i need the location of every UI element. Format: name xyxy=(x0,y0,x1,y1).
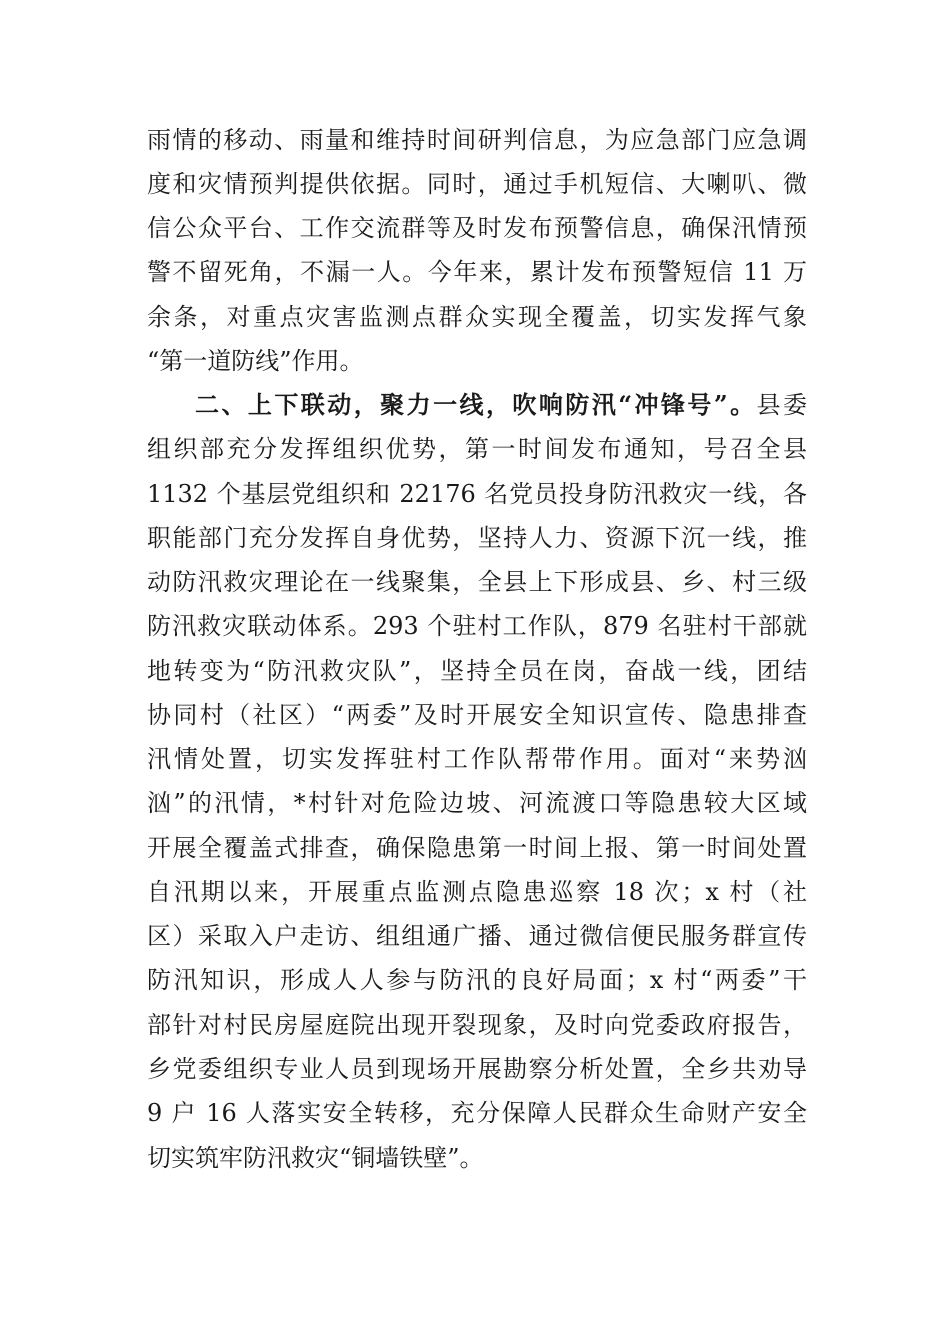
paragraph-2-line-15: 部针对村民房屋庭院出现开裂现象，及时向党委政府报告， xyxy=(147,1011,807,1039)
paragraph-2-line-2: 组织部充分发挥组织优势，第一时间发布通知，号召全县 xyxy=(147,435,807,463)
section-heading-continuation: 县委 xyxy=(756,391,807,419)
paragraph-2-line-9: 汛情处置，切实发挥驻村工作队帮带作用。面对“来势汹 xyxy=(147,745,807,773)
paragraph-2-line-3: 1132 个基层党组织和 22176 名党员投身防汛救灾一线，各 xyxy=(147,480,807,508)
paragraph-2-line-7: 地转变为“防汛救灾队”，坚持全员在岗，奋战一线，团结 xyxy=(147,657,807,685)
paragraph-2-line-14: 防汛知识，形成人人参与防汛的良好局面；x 村“两委”干 xyxy=(147,966,807,994)
paragraph-1-line-1: 雨情的移动、雨量和维持时间研判信息，为应急部门应急调 xyxy=(147,126,807,154)
section-heading: 二、上下联动，聚力一线，吹响防汛“冲锋号”。 xyxy=(195,390,757,419)
paragraph-2-line-17: 9 户 16 人落实安全转移，充分保障人民群众生命财产安全 xyxy=(147,1099,807,1127)
paragraph-1-line-4: 警不留死角，不漏一人。今年来，累计发布预警短信 11 万 xyxy=(147,258,807,286)
paragraph-2-line-10: 汹”的汛情，*村针对危险边坡、河流渡口等隐患较大区域 xyxy=(147,789,807,817)
paragraph-2-line-16: 乡党委组织专业人员到现场开展勘察分析处置，全乡共劝导 xyxy=(147,1055,807,1083)
paragraph-2-line-18: 切实筑牢防汛救灾“铜墙铁壁”。 xyxy=(147,1144,484,1172)
paragraph-1-line-5: 余条，对重点灾害监测点群众实现全覆盖，切实发挥气象 xyxy=(147,303,807,331)
paragraph-1-line-3: 信公众平台、工作交流群等及时发布预警信息，确保汛情预 xyxy=(147,214,807,242)
paragraph-1-line-2: 度和灾情预判提供依据。同时，通过手机短信、大喇叭、微 xyxy=(147,170,807,198)
paragraph-2-line-4: 职能部门充分发挥自身优势，坚持人力、资源下沉一线，推 xyxy=(147,524,807,552)
paragraph-2-line-6: 防汛救灾联动体系。293 个驻村工作队，879 名驻村干部就 xyxy=(147,612,807,640)
paragraph-2-line-1 xyxy=(195,383,807,427)
paragraph-2-line-12: 自汛期以来，开展重点监测点隐患巡察 18 次；x 村（社 xyxy=(147,878,807,906)
paragraph-2-line-13: 区）采取入户走访、组组通广播、通过微信便民服务群宣传 xyxy=(147,922,807,950)
paragraph-2-line-8: 协同村（社区）“两委”及时开展安全知识宣传、隐患排查 xyxy=(147,701,807,729)
paragraph-2-line-11: 开展全覆盖式排查，确保隐患第一时间上报、第一时间处置 xyxy=(147,834,807,862)
paragraph-2-line-5: 动防汛救灾理论在一线聚集，全县上下形成县、乡、村三级 xyxy=(147,568,807,596)
paragraph-1-line-6: “第一道防线”作用。 xyxy=(147,347,364,375)
